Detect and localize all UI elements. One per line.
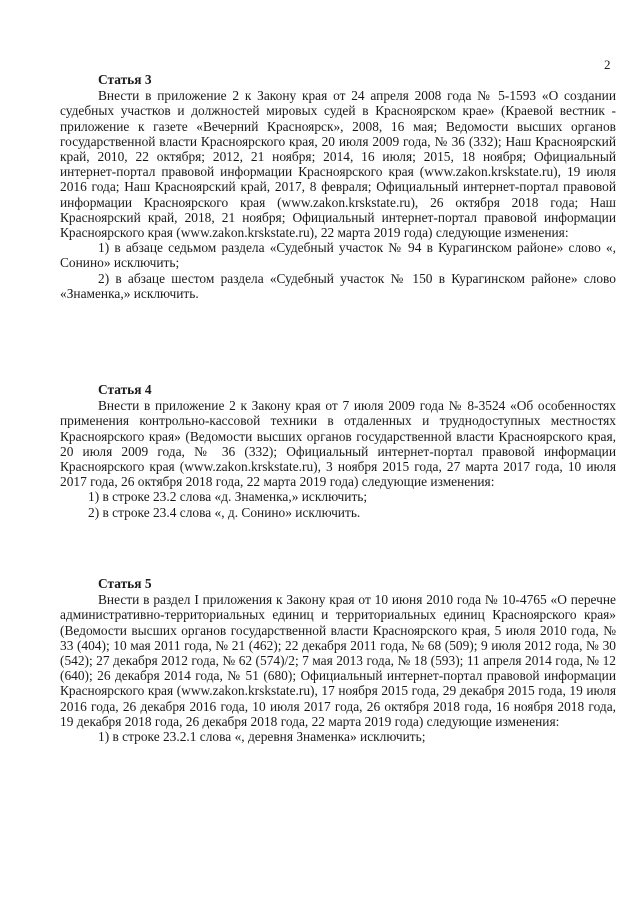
article-3	[60, 72, 616, 301]
article-intro: Внести в приложение 2 к Закону края от 24 апреля 2008 года № 5-1593 «О создании судебных участков и должностей мировых судей в Красноярском крае» (Краевой вестник - приложение к газете «Вечерний Красноярск», 2008, 16 мая; Ведомости высших органов государственной власти Красноярского края, 20 июля 2009 года, № 36 (332); Наш Красноярский край, 2010, 22 октября; 2012, 21 ноября; 2014, 16 июля; 2015, 18 ноября; Официальный интернет-портал правовой информации Красноярского края (www.zakon.krskstate.ru), 19 июля 2016 года; Наш Красноярский край, 2017, 8 февраля; Официальный интернет-портал правовой информации Красноярского края (www.zakon.krskstate.ru), 26 октября 2018 года; Наш Красноярский край, 2018, 21 ноября; Официальный интернет-портал правовой информации Красноярского края (www.zakon.krskstate.ru), 22 марта 2019 года) следующие изменения:	[60, 88, 616, 241]
article-heading: Статья 3	[98, 72, 152, 87]
article-5	[60, 576, 616, 744]
article-intro: Внести в раздел I приложения к Закону края от 10 июня 2010 года № 10-4765 «О перечне административно-территориальных единиц и территориальных единиц Красноярского края» (Ведомости высших органов государственной власти Красноярского края, 5 июля 2010 года, № 33 (404); 10 мая 2011 года, № 21 (462); 22 декабря 2011 года, № 68 (509); 9 июля 2012 года, № 30 (542); 27 декабря 2012 года, № 62 (574)/2; 7 мая 2013 года, № 18 (593); 11 апреля 2014 года, № 12 (640); 26 декабря 2014 года, № 51 (680); Официальный интернет-портал правовой информации Красноярского края (www.zakon.krskstate.ru), 17 ноября 2015 года, 29 декабря 2015 года, 19 июля 2016 года, 26 декабря 2016 года, 10 июля 2017 года, 26 октября 2018 года, 16 ноября 2018 года, 19 декабря 2018 года, 26 декабря 2018 года, 22 марта 2019 года) следующие изменения:	[60, 592, 616, 729]
amendment-item: 1) в строке 23.2 слова «д. Знаменка,» исключить;	[88, 489, 368, 505]
amendment-item: 1) в абзаце седьмом раздела «Судебный участок № 94 в Курагинском районе» слово «, Сонино» исключить;	[60, 240, 616, 271]
amendment-item: 2) в абзаце шестом раздела «Судебный участок № 150 в Курагинском районе» слово «Знаменка,» исключить.	[60, 270, 616, 301]
article-intro: Внести в приложение 2 к Закону края от 7 июля 2009 года № 8-3524 «Об особенностях применения контрольно-кассовой техники в отдаленных и труднодоступных местностях Красноярского края» (Ведомости высших органов государственной власти Красноярского края, 20 июля 2009 года, № 36 (332); Официальный интернет-портал правовой информации Красноярского края (www.zakon.krskstate.ru), 3 ноября 2015 года, 27 марта 2017 года, 10 июля 2017 года, 26 октября 2018 года, 22 марта 2019 года) следующие изменения:	[60, 398, 616, 490]
article-4	[60, 382, 616, 520]
amendment-item: 1) в строке 23.2.1 слова «, деревня Знаменка» исключить;	[98, 729, 426, 745]
page-number: 2	[604, 57, 611, 72]
article-heading: Статья 5	[98, 576, 152, 591]
amendment-item: 2) в строке 23.4 слова «, д. Сонино» исключить.	[88, 504, 361, 520]
article-heading: Статья 4	[98, 382, 152, 397]
